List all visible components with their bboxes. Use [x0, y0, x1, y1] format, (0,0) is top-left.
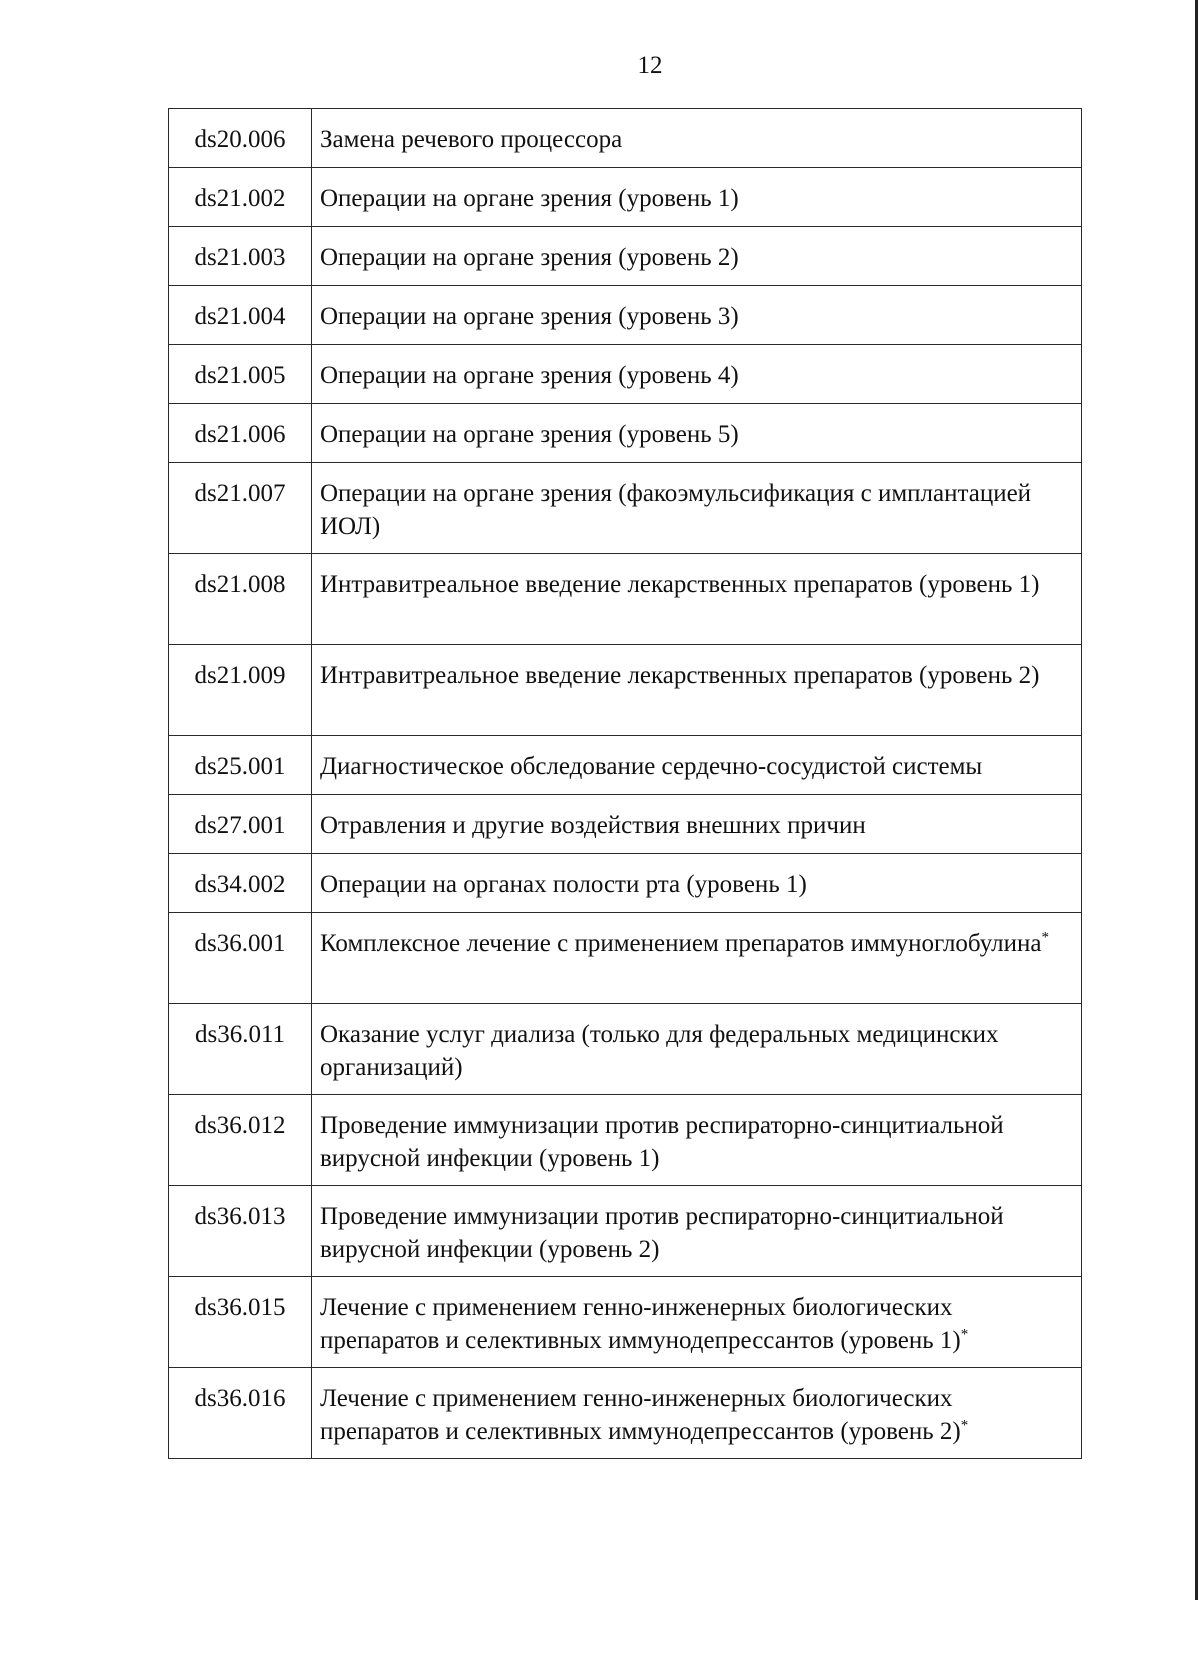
row-code: ds36.016: [169, 1368, 312, 1459]
row-code: ds34.002: [169, 854, 312, 913]
row-description: [312, 168, 1082, 227]
table-row: [169, 795, 1082, 854]
row-code: ds21.002: [169, 168, 312, 227]
row-description-text: Лечение с применением генно-инженерных биологических препаратов и селективных иммунодепрессантов (уровень 2): [320, 1385, 961, 1445]
table-row: [169, 345, 1082, 404]
service-codes-table: [168, 108, 1082, 1459]
row-code: ds20.006: [169, 109, 312, 168]
row-description-text: Оказание услуг диализа (только для федеральных медицинских организаций): [320, 1021, 999, 1081]
table-row: [169, 1186, 1082, 1277]
row-description-text: Операции на органе зрения (уровень 1): [320, 185, 739, 212]
row-description: [312, 795, 1082, 854]
row-description-text: Комплексное лечение с применением препаратов иммуноглобулина: [320, 930, 1042, 957]
row-description: [312, 286, 1082, 345]
row-code: ds25.001: [169, 736, 312, 795]
row-description: [312, 645, 1082, 736]
row-description: [312, 854, 1082, 913]
table-row: [169, 1004, 1082, 1095]
footnote-mark: *: [1041, 929, 1049, 946]
row-description: [312, 1277, 1082, 1368]
row-code: ds36.012: [169, 1095, 312, 1186]
row-description-text: Операции на органе зрения (уровень 3): [320, 303, 739, 330]
table-row: [169, 463, 1082, 554]
row-description-text: Проведение иммунизации против респираторно-синцитиальной вирусной инфекции (уровень 1): [320, 1112, 1004, 1172]
row-code: ds36.013: [169, 1186, 312, 1277]
row-description-text: Операции на органе зрения (факоэмульсификация с имплантацией ИОЛ): [320, 480, 1032, 540]
row-description-text: Диагностическое обследование сердечно-сосудистой системы: [320, 753, 983, 780]
row-description: [312, 554, 1082, 645]
row-code: ds36.011: [169, 1004, 312, 1095]
row-description-text: Замена речевого процессора: [320, 126, 623, 153]
row-description: [312, 463, 1082, 554]
table-row: [169, 736, 1082, 795]
row-description: [312, 227, 1082, 286]
table-row: [169, 286, 1082, 345]
row-description-text: Операции на органе зрения (уровень 4): [320, 362, 739, 389]
row-code: ds36.001: [169, 913, 312, 1004]
table-row: [169, 227, 1082, 286]
row-code: ds21.003: [169, 227, 312, 286]
row-code: ds36.015: [169, 1277, 312, 1368]
table-row: [169, 645, 1082, 736]
row-code: ds27.001: [169, 795, 312, 854]
page-number: 12: [637, 52, 663, 79]
table-row: [169, 1095, 1082, 1186]
row-code: ds21.009: [169, 645, 312, 736]
row-code: ds21.008: [169, 554, 312, 645]
row-description-text: Интравитреальное введение лекарственных препаратов (уровень 1): [320, 571, 1040, 598]
row-description: [312, 1186, 1082, 1277]
table-row: [169, 913, 1082, 1004]
table-row: [169, 404, 1082, 463]
footnote-mark: *: [960, 1326, 969, 1343]
footnote-mark: *: [960, 1417, 969, 1434]
row-description-text: Отравления и другие воздействия внешних причин: [320, 812, 866, 839]
row-description: [312, 736, 1082, 795]
row-description-text: Интравитреальное введение лекарственных препаратов (уровень 2): [320, 662, 1040, 689]
row-description: [312, 913, 1082, 1004]
row-code: ds21.006: [169, 404, 312, 463]
row-description-text: Операции на органе зрения (уровень 5): [320, 421, 739, 448]
table-row: [169, 1368, 1082, 1459]
row-description: [312, 345, 1082, 404]
row-description: [312, 1004, 1082, 1095]
row-code: ds21.007: [169, 463, 312, 554]
row-description: [312, 1368, 1082, 1459]
row-code: ds21.004: [169, 286, 312, 345]
row-description: [312, 404, 1082, 463]
row-description-text: Лечение с применением генно-инженерных биологических препаратов и селективных иммунодепрессантов (уровень 1): [320, 1294, 961, 1354]
row-description-text: Операции на органах полости рта (уровень 1): [320, 871, 807, 898]
table-row: [169, 1277, 1082, 1368]
row-description-text: Проведение иммунизации против респираторно-синцитиальной вирусной инфекции (уровень 2): [320, 1203, 1004, 1263]
row-code: ds21.005: [169, 345, 312, 404]
row-description-text: Операции на органе зрения (уровень 2): [320, 244, 739, 271]
scan-edge-line: [1195, 0, 1198, 1600]
table-row: [169, 554, 1082, 645]
row-description: [312, 109, 1082, 168]
row-description: [312, 1095, 1082, 1186]
table-row: [169, 854, 1082, 913]
table-row: [169, 109, 1082, 168]
table-row: [169, 168, 1082, 227]
